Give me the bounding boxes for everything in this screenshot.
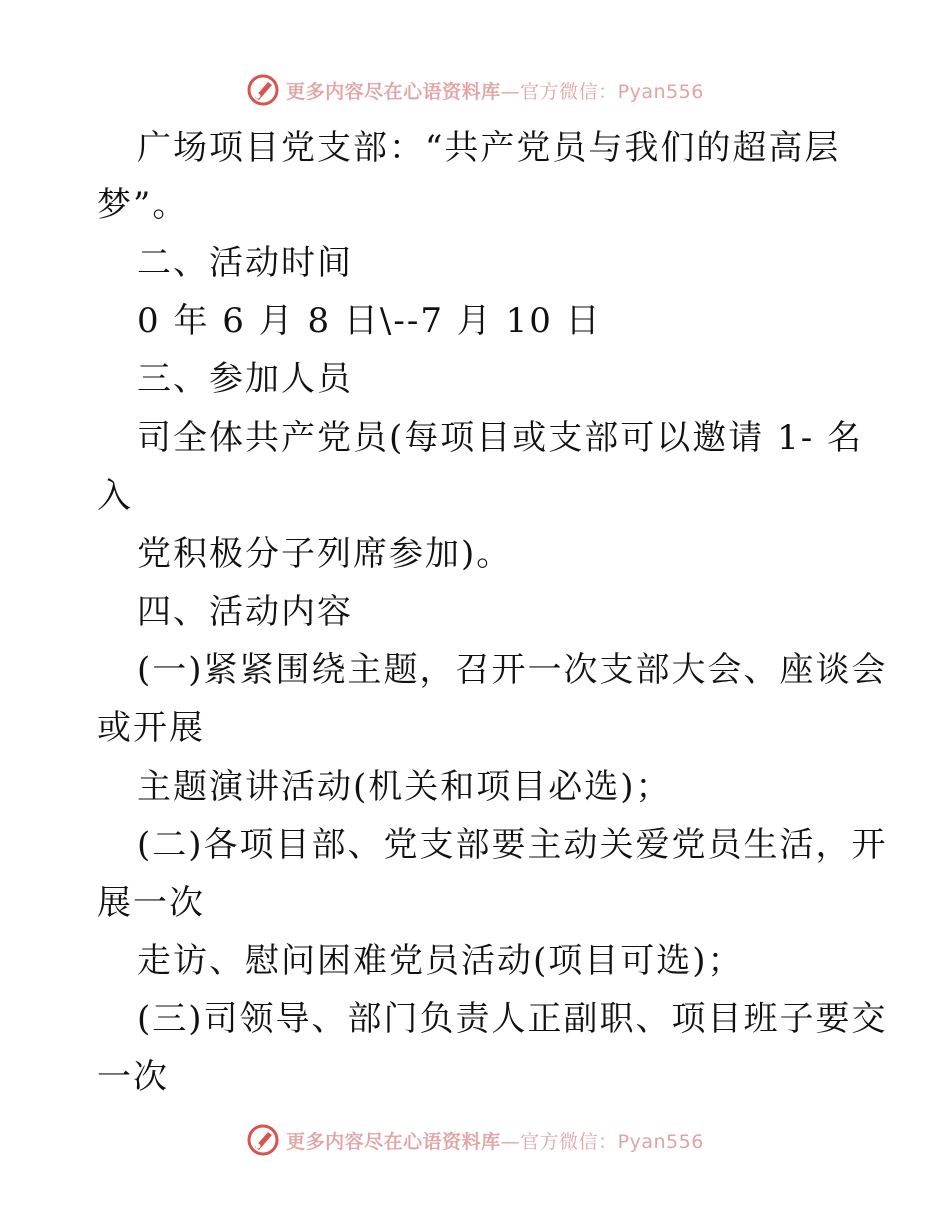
- body-line: 广场项目党支部：“共产党员与我们的超高层: [137, 128, 841, 168]
- section-heading: 三、参加人员: [137, 359, 353, 399]
- body-line: 党积极分子列席参加)。: [137, 534, 513, 574]
- pen-circle-logo-icon: [246, 73, 280, 107]
- banner-wechat-text: 官方微信：Pyan556: [520, 1130, 704, 1153]
- banner-dash: —: [500, 80, 521, 103]
- banner-text: [286, 1127, 704, 1154]
- banner-dash: —: [500, 1130, 521, 1153]
- body-line: (三)司领导、部门负责人正副职、项目班子要交: [137, 999, 888, 1039]
- header-banner: [0, 70, 950, 110]
- body-line: 走访、慰问困难党员活动(项目可选)；: [137, 941, 744, 981]
- body-line: 展一次: [97, 883, 205, 923]
- banner-main-text: 更多内容尽在心语资料库: [286, 80, 501, 103]
- banner-main-text: 更多内容尽在心语资料库: [286, 1130, 501, 1153]
- body-line: 或开展: [97, 708, 205, 748]
- banner-wechat-text: 官方微信：Pyan556: [520, 80, 704, 103]
- body-line: 入: [97, 476, 133, 516]
- pen-circle-logo-icon: [246, 1123, 280, 1157]
- section-heading: 二、活动时间: [137, 243, 353, 283]
- footer-banner: [0, 1120, 950, 1160]
- banner-text: [286, 77, 704, 104]
- body-line: 司全体共产党员(每项目或支部可以邀请 1- 名: [137, 418, 863, 458]
- body-line: (二)各项目部、党支部要主动关爱党员生活，开: [137, 825, 888, 865]
- body-line: 梦”。: [97, 185, 189, 225]
- body-line: (一)紧紧围绕主题，召开一次支部大会、座谈会: [137, 650, 888, 690]
- section-heading: 四、活动内容: [137, 592, 353, 632]
- body-line: 0 年 6 月 8 日\--7 月 10 日: [137, 301, 602, 341]
- body-line: 一次: [97, 1057, 169, 1097]
- body-line: 主题演讲活动(机关和项目必选)；: [137, 767, 672, 807]
